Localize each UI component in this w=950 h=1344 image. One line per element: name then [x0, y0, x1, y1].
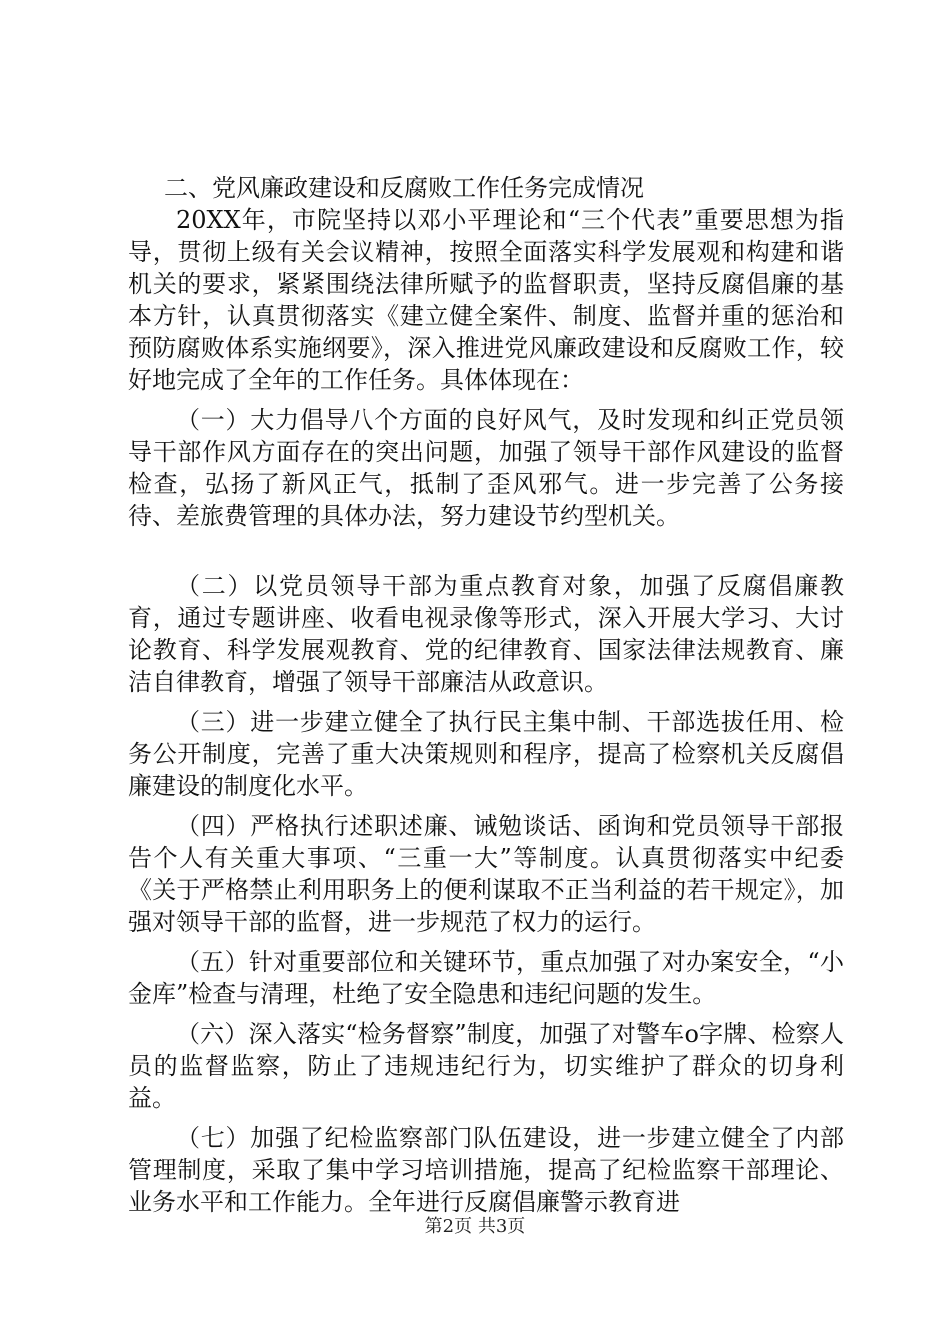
paragraph-item-5: （五）针对重要部位和关键环节，重点加强了对办案安全，“小金库”检查与清理，杜绝了安全隐患和违纪问题的发生。 — [128, 948, 844, 1008]
paragraph-item-3: （三）进一步建立健全了执行民主集中制、干部选拔任用、检务公开制度，完善了重大决策规则和程序，提高了检察机关反腐倡廉建设的制度化水平。 — [128, 708, 844, 800]
page-number-footer: 第2页 共3页 — [424, 1216, 526, 1237]
paragraph-intro: 20XX年，市院坚持以邓小平理论和“三个代表”重要思想为指导，贯彻上级有关会议精神，按照全面落实科学发展观和构建和谐机关的要求，紧紧围绕法律所赋予的监督职责，坚持反腐倡廉的基本方针，认真贯彻落实《建立健全案件、制度、监督并重的惩治和预防腐败体系实施纲要》，深入推进党风廉政建设和反腐败工作，较好地完成了全年的工作任务。具体体现在： — [128, 206, 844, 394]
paragraph-item-1: （一）大力倡导八个方面的良好风气，及时发现和纠正党员领导干部作风方面存在的突出问题，加强了领导干部作风建设的监督检查，弘扬了新风正气，抵制了歪风邪气。进一步完善了公务接待、差旅费管理的具体办法，努力建设节约型机关。 — [128, 406, 844, 530]
document-body — [128, 172, 844, 1218]
paragraph-item-2: （二）以党员领导干部为重点教育对象，加强了反腐倡廉教育，通过专题讲座、收看电视录像等形式，深入开展大学习、大讨论教育、科学发展观教育、党的纪律教育、国家法律法规教育、廉洁自律教育，增强了领导干部廉洁从政意识。 — [128, 572, 844, 696]
paragraph-item-6: （六）深入落实“检务督察”制度，加强了对警车o字牌、检察人员的监督监察，防止了违规违纪行为，切实维护了群众的切身利益。 — [128, 1020, 844, 1112]
paragraph-item-7: （七）加强了纪检监察部门队伍建设，进一步建立健全了内部管理制度，采取了集中学习培训措施，提高了纪检监察干部理论、业务水平和工作能力。全年进行反腐倡廉警示教育进 — [128, 1124, 844, 1216]
section-heading: 二、党风廉政建设和反腐败工作任务完成情况 — [164, 174, 644, 202]
paragraph-item-4: （四）严格执行述职述廉、诫勉谈话、函询和党员领导干部报告个人有关重大事项、“三重一大”等制度。认真贯彻落实中纪委《关于严格禁止利用职务上的便利谋取不正当利益的若干规定》，加强对领导干部的监督，进一步规范了权力的运行。 — [128, 812, 844, 936]
